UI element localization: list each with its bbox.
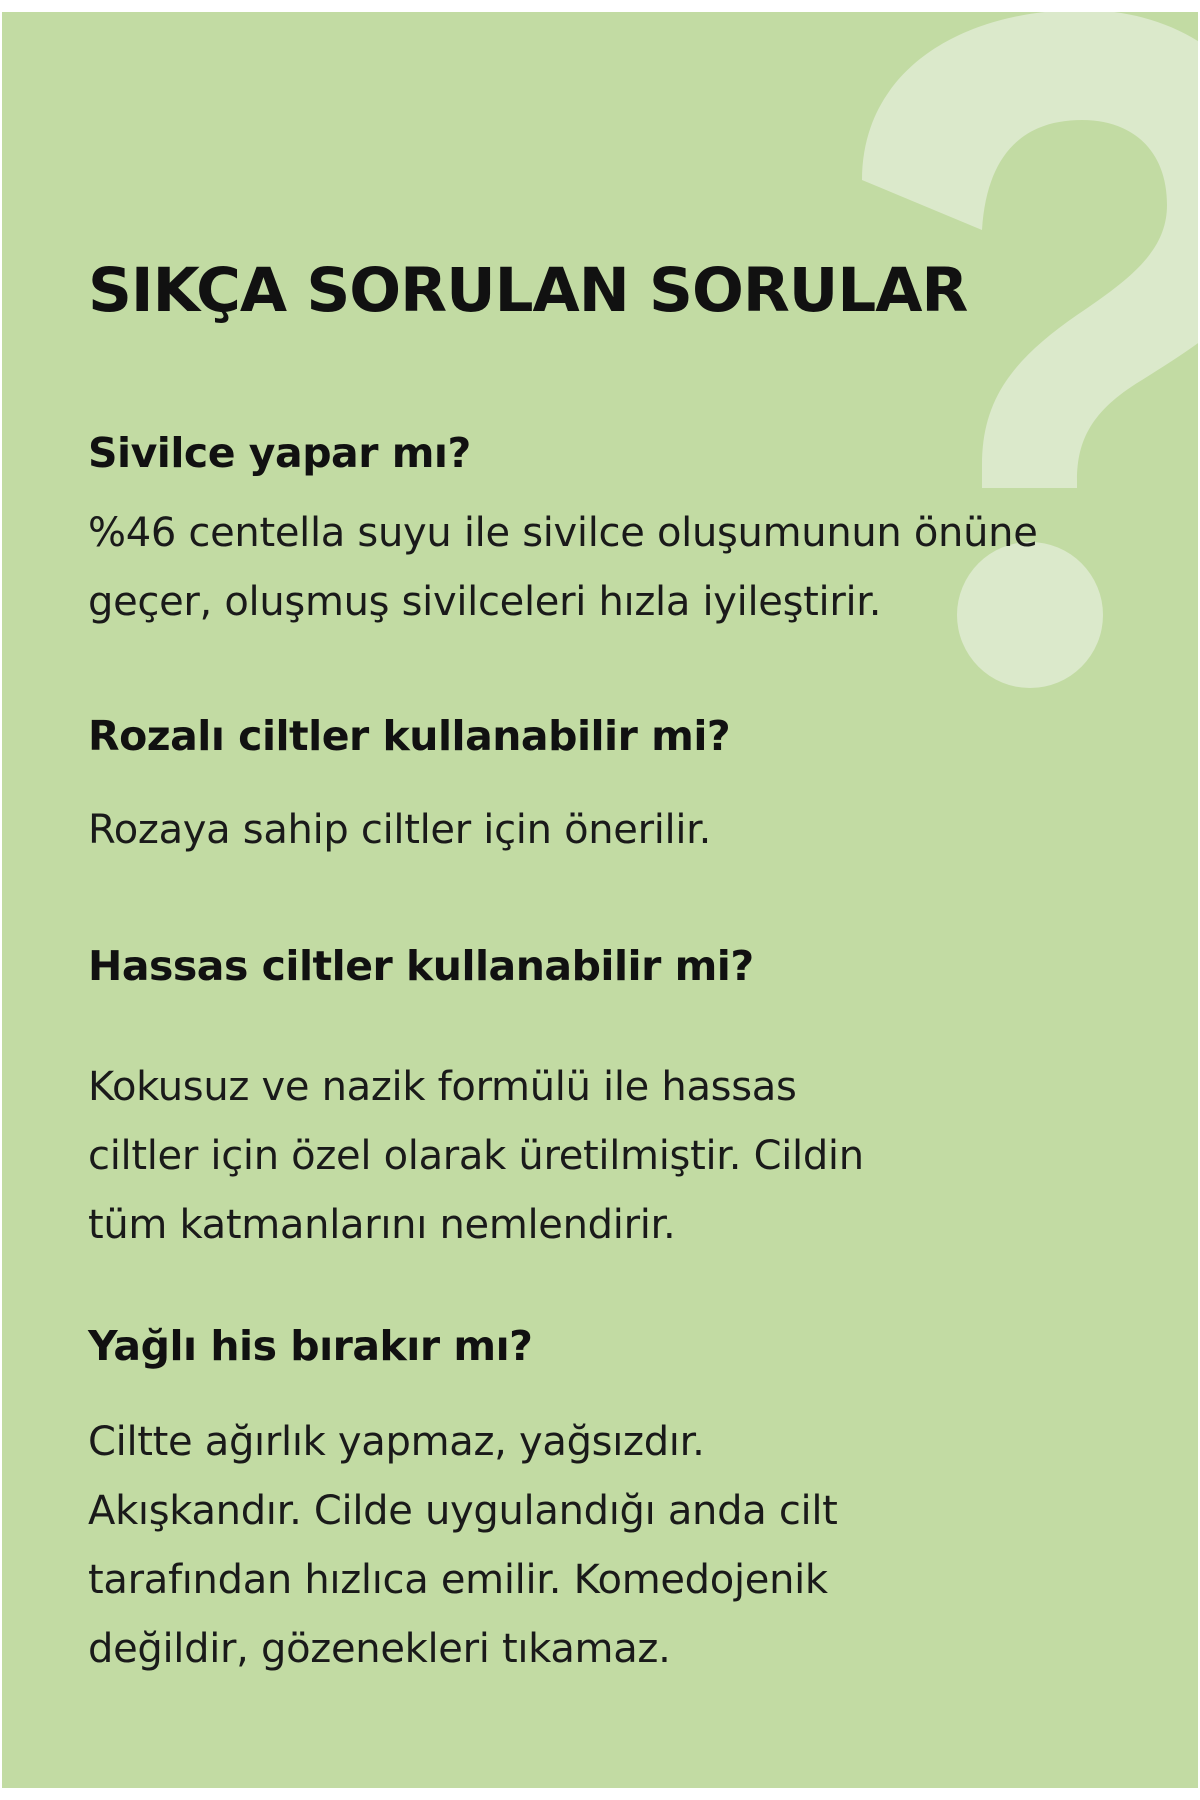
faq-answer [88, 1053, 864, 1260]
faq-answer [88, 499, 1038, 637]
answer-line: Kokusuz ve nazik formülü ile hassas [88, 1064, 797, 1110]
faq-question: Sivilce yapar mı? [88, 429, 471, 477]
answer-line: Ciltte ağırlık yapmaz, yağsızdır. [88, 1419, 705, 1465]
answer-line: %46 centella suyu ile sivilce oluşumunun önüne [88, 510, 1038, 556]
faq-question: Yağlı his bırakır mı? [88, 1322, 533, 1370]
answer-line: tüm katmanlarını nemlendirir. [88, 1202, 676, 1248]
faq-card [2, 12, 1198, 1788]
faq-answer [88, 796, 711, 865]
answer-line: geçer, oluşmuş sivilceleri hızla iyileştirir. [88, 579, 882, 625]
answer-line: Rozaya sahip ciltler için önerilir. [88, 807, 712, 853]
answer-line: ciltler için özel olarak üretilmiştir. Cildin [88, 1133, 864, 1179]
answer-line: tarafından hızlıca emilir. Komedojenik [88, 1557, 828, 1603]
answer-line: Akışkandır. Cilde uygulandığı anda cilt [88, 1488, 838, 1534]
faq-answer [88, 1408, 838, 1684]
answer-line: değildir, gözenekleri tıkamaz. [88, 1626, 671, 1672]
faq-question: Hassas ciltler kullanabilir mi? [88, 942, 754, 990]
page-title: SIKÇA SORULAN SORULAR [88, 255, 968, 326]
faq-question: Rozalı ciltler kullanabilir mi? [88, 712, 731, 760]
